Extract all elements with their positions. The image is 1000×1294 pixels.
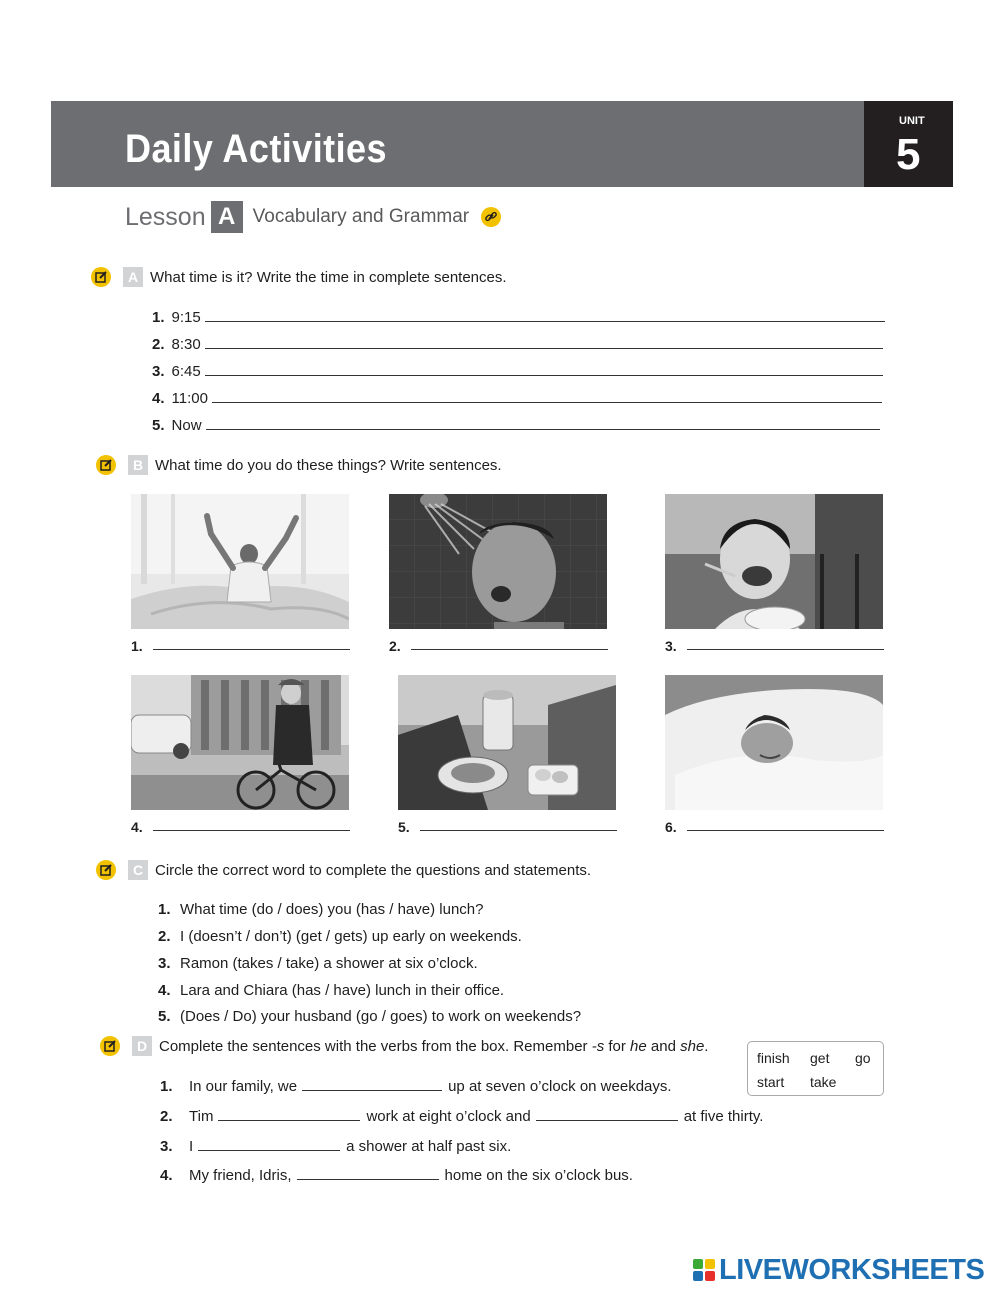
- exercise-a-letter: A: [123, 267, 143, 287]
- caption-number: 6.: [665, 819, 677, 835]
- photo-caption-1: [131, 636, 350, 654]
- item-number: 1.: [152, 309, 165, 326]
- circle-item-text: Lara and Chiara (has / have) lunch in their office.: [180, 982, 505, 999]
- item-number: 1.: [158, 901, 171, 918]
- instruction-part: for: [604, 1037, 631, 1055]
- lesson-subtitle: Vocabulary and Grammar: [252, 206, 470, 227]
- word-box-item: finish: [757, 1050, 790, 1066]
- time-item-5: [152, 414, 880, 434]
- item-number: 2.: [158, 928, 171, 945]
- word-box-item: go: [855, 1050, 871, 1066]
- edit-icon: [91, 267, 111, 287]
- unit-label: UNIT: [899, 115, 925, 127]
- caption-number: 1.: [131, 638, 143, 654]
- photo-eating-breakfast: [665, 494, 883, 629]
- blank-field[interactable]: [297, 1179, 439, 1180]
- answer-line[interactable]: [205, 375, 883, 376]
- caption-number: 4.: [131, 819, 143, 835]
- item-number: 5.: [152, 417, 165, 434]
- item-number: 5.: [158, 1008, 171, 1025]
- exercise-c-letter: C: [128, 860, 148, 880]
- exercise-d-letter: D: [132, 1036, 152, 1056]
- circle-item-5[interactable]: [158, 1008, 581, 1025]
- lesson-letter: A: [211, 201, 243, 233]
- lesson-heading: [125, 200, 501, 234]
- time-item-1: [152, 306, 885, 326]
- sentence-item-1: [160, 1075, 672, 1095]
- instruction-emphasis: -s: [591, 1037, 605, 1055]
- photo-caption-3: [665, 636, 884, 654]
- sentence-item-2: [160, 1105, 763, 1125]
- blank-field[interactable]: [302, 1090, 442, 1091]
- lesson-word: Lesson: [125, 202, 206, 231]
- item-number: 4.: [160, 1167, 173, 1184]
- sentence-part: at five thirty.: [683, 1108, 764, 1125]
- circle-item-text: (Does / Do) your husband (go / goes) to work on weekends?: [180, 1008, 582, 1025]
- answer-line[interactable]: [206, 429, 880, 430]
- photo-cycling-to-work: [131, 675, 349, 810]
- time-item-2: [152, 333, 883, 353]
- caption-number: 2.: [389, 638, 401, 654]
- item-number: 3.: [158, 955, 171, 972]
- sentence-part: up at seven o’clock on weekdays.: [448, 1078, 672, 1095]
- item-number: 1.: [160, 1078, 173, 1095]
- sentence-part: My friend, Idris,: [189, 1167, 292, 1184]
- item-number: 2.: [152, 336, 165, 353]
- photo-eating-lunch: [398, 675, 616, 810]
- logo-mark-icon: [693, 1259, 715, 1281]
- circle-item-text: What time (do / does) you (has / have) lunch?: [180, 901, 484, 918]
- caption-number: 3.: [665, 638, 677, 654]
- item-number: 4.: [152, 390, 165, 407]
- photo-showering: [389, 494, 607, 629]
- sentence-part: work at eight o’clock and: [366, 1108, 531, 1125]
- sentence-item-3: [160, 1135, 511, 1155]
- edit-icon: [100, 1036, 120, 1056]
- item-number: 3.: [152, 363, 165, 380]
- exercise-c-heading: [96, 860, 591, 880]
- exercise-a-instruction: What time is it? Write the time in complete sentences.: [150, 268, 507, 286]
- photo-caption-2: [389, 636, 608, 654]
- sentence-part: home on the six o’clock bus.: [444, 1167, 633, 1184]
- answer-line[interactable]: [205, 348, 883, 349]
- exercise-b-letter: B: [128, 455, 148, 475]
- photo-sleeping: [665, 675, 883, 810]
- exercise-b-heading: [96, 455, 502, 475]
- time-prompt: Now: [171, 417, 202, 434]
- time-prompt: 11:00: [171, 390, 208, 407]
- circle-item-text: I (doesn’t / don’t) (get / gets) up early on weekends.: [180, 928, 522, 945]
- blank-field[interactable]: [198, 1150, 340, 1151]
- edit-icon: [96, 455, 116, 475]
- answer-line[interactable]: [687, 649, 884, 650]
- sentence-part: I: [189, 1138, 194, 1155]
- time-item-4: [152, 387, 882, 407]
- unit-badge: [864, 101, 953, 187]
- caption-number: 5.: [398, 819, 410, 835]
- exercise-a-heading: [91, 267, 507, 287]
- time-prompt: 8:30: [171, 336, 201, 353]
- photo-caption-4: [131, 817, 350, 835]
- word-box-item: take: [810, 1074, 837, 1090]
- circle-item-1[interactable]: [158, 901, 483, 918]
- instruction-part: .: [704, 1037, 709, 1055]
- item-number: 4.: [158, 982, 171, 999]
- word-box: [747, 1041, 884, 1096]
- photo-waking-up: [131, 494, 349, 629]
- answer-line[interactable]: [420, 830, 617, 831]
- instruction-emphasis: he: [630, 1037, 647, 1055]
- item-number: 3.: [160, 1138, 173, 1155]
- logo-text: LIVEWORKSHEETS: [719, 1253, 985, 1286]
- circle-item-2[interactable]: [158, 928, 522, 945]
- answer-line[interactable]: [212, 402, 882, 403]
- sentence-item-4: [160, 1164, 633, 1184]
- sentence-part: In our family, we: [189, 1078, 298, 1095]
- answer-line[interactable]: [205, 321, 885, 322]
- exercise-d-instruction: [159, 1038, 708, 1055]
- time-prompt: 9:15: [171, 309, 201, 326]
- sentence-part: a shower at half past six.: [346, 1138, 512, 1155]
- unit-number: 5: [896, 130, 921, 179]
- link-icon[interactable]: [481, 207, 501, 227]
- page-title: Daily Activities: [125, 127, 387, 171]
- answer-line[interactable]: [687, 830, 884, 831]
- blank-field[interactable]: [536, 1120, 678, 1121]
- word-box-item: start: [757, 1074, 785, 1090]
- time-prompt: 6:45: [171, 363, 201, 380]
- sentence-part: Tim: [189, 1108, 214, 1125]
- circle-item-4[interactable]: [158, 982, 504, 999]
- time-item-3: [152, 360, 883, 380]
- exercise-c-instruction: Circle the correct word to complete the questions and statements.: [155, 861, 592, 879]
- answer-line[interactable]: [411, 649, 608, 650]
- blank-field[interactable]: [218, 1120, 360, 1121]
- answer-line[interactable]: [153, 830, 350, 831]
- liveworksheets-logo[interactable]: [693, 1253, 984, 1287]
- instruction-part: Complete the sentences with the verbs from the box. Remember: [159, 1037, 592, 1055]
- answer-line[interactable]: [153, 649, 350, 650]
- photo-caption-5: [398, 817, 617, 835]
- instruction-emphasis: she: [680, 1037, 705, 1055]
- title-banner: [51, 101, 864, 187]
- circle-item-text: Ramon (takes / take) a shower at six o’clock.: [180, 955, 478, 972]
- circle-item-3[interactable]: [158, 955, 478, 972]
- word-box-item: get: [810, 1050, 830, 1066]
- exercise-b-instruction: What time do you do these things? Write sentences.: [155, 456, 502, 474]
- edit-icon: [96, 860, 116, 880]
- item-number: 2.: [160, 1108, 173, 1125]
- instruction-part: and: [646, 1037, 681, 1055]
- photo-caption-6: [665, 817, 884, 835]
- exercise-d-heading: [100, 1036, 708, 1056]
